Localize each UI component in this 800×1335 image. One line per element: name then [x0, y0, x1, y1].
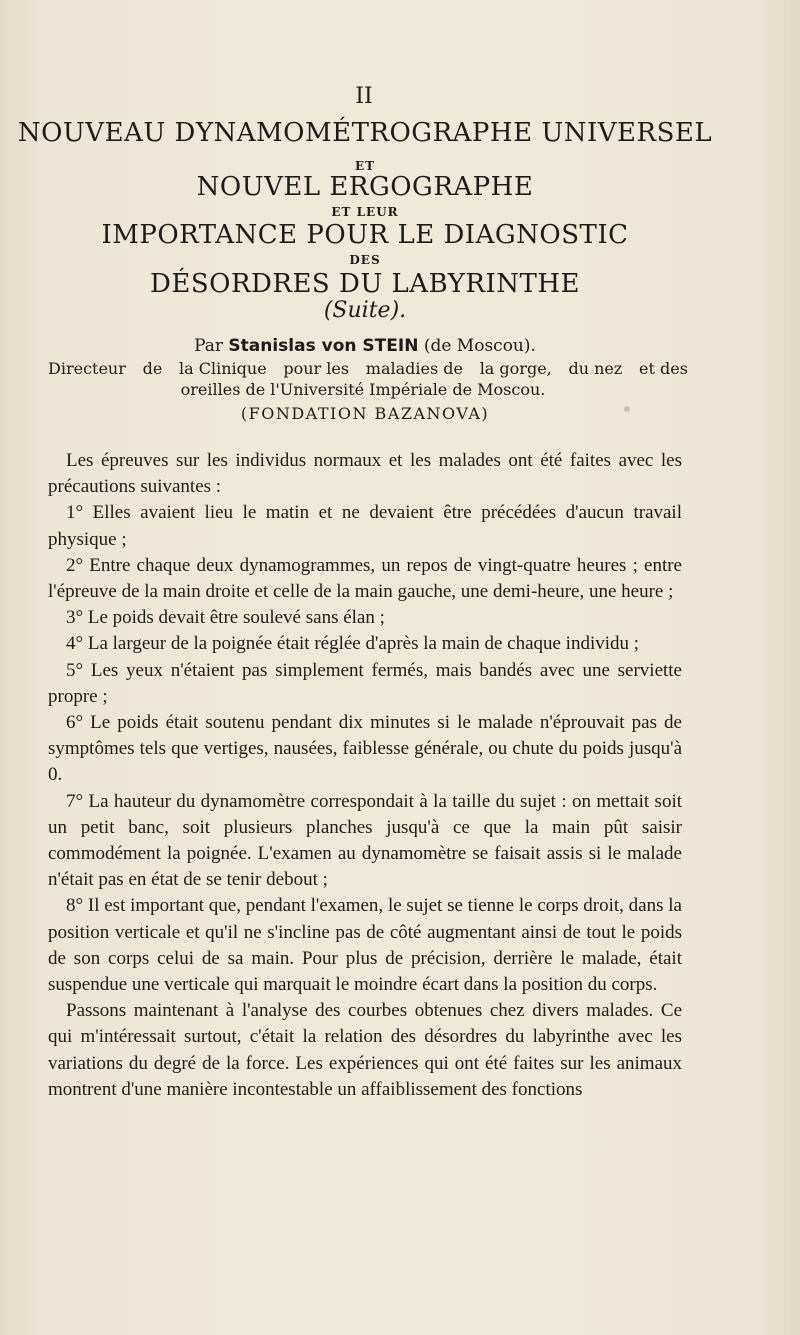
title-suite: (Suite). [323, 298, 407, 323]
title-line-2: NOUVEL ERGOGRAPHE [196, 172, 534, 202]
paragraph: 3° Le poids devait être soulevé sans élan ; [66, 607, 385, 629]
director-line-1 [48, 359, 688, 378]
paragraph: Passons maintenant à l'analyse des courbes obtenues chez divers malades. Ce qui m'intéressait surtout, c'était la relation des désordres du labyrinthe avec les variations du degré de la force. Les expériences qui ont été faites sur les animaux montrent d'une manière incontestable un affaiblissement des fonctions [48, 1000, 682, 1100]
paragraph: 7° La hauteur du dynamomètre correspondait à la taille du sujet : on mettait soit un petit banc, soit plusieurs planches jusqu'à ce que la main pût saisir commodément la poignée. L'examen au dynamomètre se faisait assis si le malade n'était pas en état de se tenir debout ; [48, 790, 682, 891]
director-word: la Clinique [179, 359, 267, 378]
paragraph: 4° La largeur de la poignée était réglée d'après la main de chaque individu ; [66, 633, 640, 655]
title-conjunction-3: DES [349, 253, 381, 267]
author-prefix: Par [194, 336, 223, 356]
director-word: la gorge, [479, 359, 552, 378]
paragraph: 2° Entre chaque deux dynamogrammes, un repos de vingt-quatre heures ; entre l'épreuve de la main droite et celle de la main gauche, une demi-heure, une heure ; [48, 554, 682, 603]
paragraph: 5° Les yeux n'étaient pas simplement fermés, mais bandés avec une serviette propre ; [48, 659, 682, 707]
author-name: Stanislas von STEIN [228, 336, 419, 356]
director-word: de [142, 359, 163, 378]
paragraph: Les épreuves sur les individus normaux et les malades ont été faites avec les précautions suivantes : [48, 450, 682, 498]
title-line-4: DÉSORDRES DU LABYRINTHE [150, 269, 580, 299]
title-line-1: NOUVEAU DYNAMOMÉTROGRAPHE UNIVERSEL [17, 118, 713, 148]
author-line [0, 336, 730, 356]
title-line-3: IMPORTANCE POUR LE DIAGNOSTIC [101, 220, 629, 250]
title-conjunction-2: ET LEUR [331, 205, 399, 219]
director-word: et des [639, 359, 688, 378]
author-suffix: (de Moscou). [423, 336, 536, 356]
body-text [48, 448, 682, 1103]
paragraph: 1° Elles avaient lieu le matin et ne devaient être précédées d'aucun travail physique ; [48, 502, 682, 550]
foundation-note: (FONDATION BAZANOVA) [240, 404, 490, 423]
director-word: Directeur [48, 359, 126, 378]
director-word: pour les [283, 359, 350, 378]
paragraph: 8° Il est important que, pendant l'examen, le sujet se tienne le corps droit, dans la position verticale et qu'il ne s'incline pas de côté augmentant ainsi de tout le poids de son corps celui de sa main. Pour plus de précision, derrière le malade, était suspendue une verticale qui marquait le moindre écart dans la position du corps. [48, 895, 682, 996]
paragraph: 6° Le poids était soutenu pendant dix minutes si le malade n'éprouvait pas de symptômes tels que vertiges, nausées, faiblesse générale, ou chute du poids jusqu'à 0. [48, 712, 682, 786]
director-word: du nez [568, 359, 623, 378]
title-conjunction-1: ET [354, 159, 376, 173]
section-number: II [355, 84, 373, 109]
ink-speck [624, 406, 630, 412]
director-word: maladies de [365, 359, 463, 378]
director-line-2: oreilles de l'Université Impériale de Moscou. [180, 380, 546, 399]
